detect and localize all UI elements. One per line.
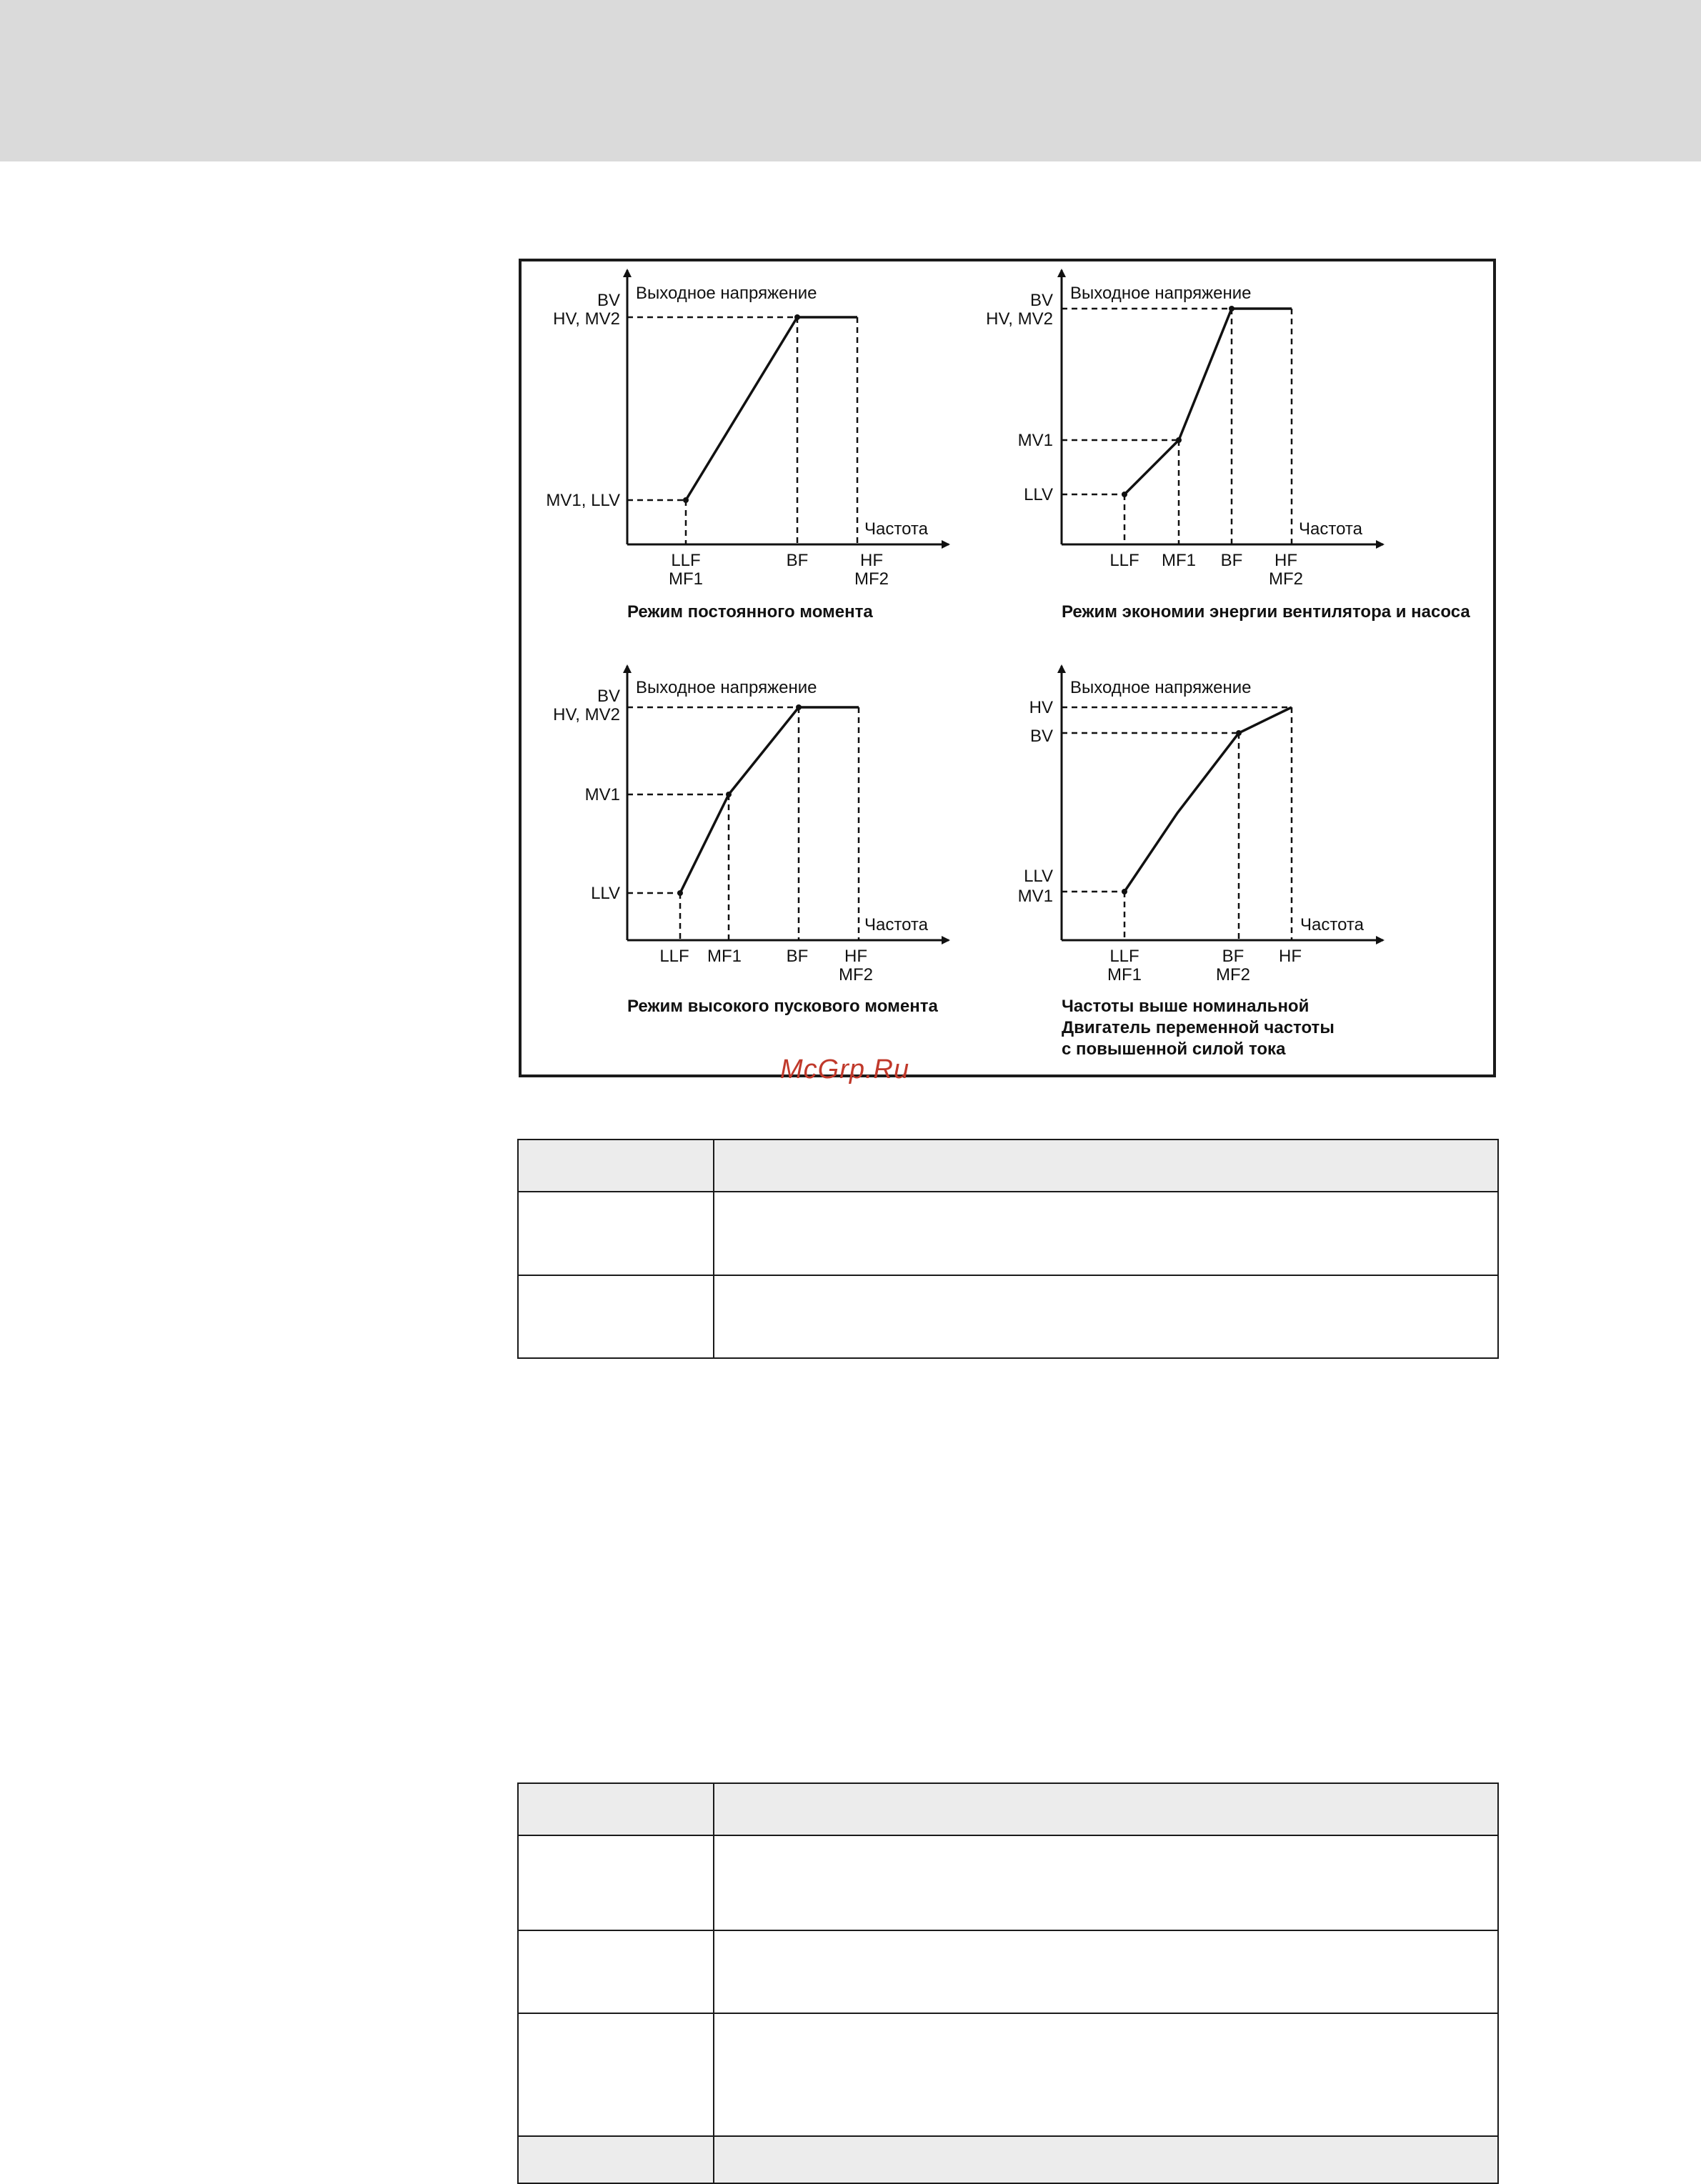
x-axis-label: Частота	[864, 519, 928, 539]
y-tick: BV	[597, 687, 620, 706]
table-cell	[518, 1140, 714, 1192]
table-cell	[714, 2013, 1498, 2136]
x-tick: HF	[1274, 551, 1297, 570]
x-tick: HF	[844, 947, 867, 966]
x-tick: MF1	[1107, 965, 1142, 984]
y-tick: LLV	[1024, 867, 1053, 886]
y-tick: BV	[1029, 727, 1053, 746]
table-row	[518, 1275, 1498, 1358]
y-tick: LLV	[591, 884, 620, 903]
table-header-row	[518, 1783, 1498, 1835]
x-tick: MF2	[839, 965, 873, 984]
y-tick: MV1	[1017, 887, 1053, 906]
x-tick: LLF	[671, 551, 701, 570]
x-tick: MF2	[854, 569, 889, 589]
table-cell	[518, 1192, 714, 1275]
x-tick: BF	[786, 947, 809, 966]
panel-constant-torque	[546, 270, 949, 622]
y-axis-label: Выходное напряжение	[1070, 678, 1252, 697]
table-1	[517, 1139, 1499, 1359]
watermark-text: McGrp.Ru	[780, 1054, 910, 1084]
y-tick: MV1	[584, 785, 620, 804]
panel-above-rated	[1018, 666, 1383, 1059]
y-tick: LLV	[1024, 485, 1053, 504]
table-cell	[714, 1835, 1498, 1930]
y-axis-label: Выходное напряжение	[636, 678, 817, 697]
y-axis-label: Выходное напряжение	[1070, 284, 1252, 303]
x-tick: LLF	[1109, 947, 1139, 966]
table-cell	[518, 2013, 714, 2136]
table-cell	[714, 1140, 1498, 1192]
x-axis-label: Частота	[1299, 519, 1362, 539]
y-tick: HV, MV2	[553, 705, 620, 724]
x-tick: MF2	[1269, 569, 1303, 589]
table-2	[517, 1782, 1499, 2184]
x-tick: BF	[1220, 551, 1243, 570]
panel-caption: Частоты выше номинальной	[1062, 997, 1310, 1016]
table-cell	[518, 1783, 714, 1835]
x-tick: MF2	[1216, 965, 1250, 984]
y-tick: HV, MV2	[553, 309, 620, 329]
table-header-row	[518, 1140, 1498, 1192]
table-cell	[714, 1192, 1498, 1275]
y-tick: MV1	[1017, 431, 1053, 450]
vf-curves-svg	[522, 261, 1493, 1074]
x-tick: BF	[786, 551, 809, 570]
panel-caption: Режим высокого пускового момента	[627, 997, 938, 1016]
table-cell	[714, 2136, 1498, 2183]
table-cell	[518, 1930, 714, 2013]
x-tick: MF1	[1162, 551, 1196, 570]
panel-caption: с повышенной силой тока	[1062, 1039, 1286, 1059]
x-tick: MF1	[707, 947, 742, 966]
x-tick: LLF	[659, 947, 689, 966]
y-axis-label: Выходное напряжение	[636, 284, 817, 303]
table-row	[518, 1192, 1498, 1275]
x-tick: LLF	[1109, 551, 1139, 570]
table-cell	[714, 1783, 1498, 1835]
vf-curve	[1124, 707, 1292, 892]
panel-fan-pump	[986, 270, 1470, 622]
y-tick: HV	[1029, 698, 1053, 717]
table-cell	[714, 1275, 1498, 1358]
x-tick: BF	[1222, 947, 1244, 966]
vf-curve	[1124, 309, 1292, 494]
page-header-band	[0, 0, 1701, 161]
table-cell	[518, 1275, 714, 1358]
y-tick: HV, MV2	[986, 309, 1053, 329]
x-tick: HF	[860, 551, 883, 570]
vf-curve	[680, 707, 859, 893]
table-cell	[518, 1835, 714, 1930]
table-cell	[714, 1930, 1498, 2013]
panel-caption: Режим постоянного момента	[627, 602, 873, 622]
table-cell	[518, 2136, 714, 2183]
panel-caption: Режим экономии энергии вентилятора и насоса	[1062, 602, 1470, 622]
table-row	[518, 2013, 1498, 2136]
vf-curve	[686, 317, 857, 500]
x-tick: MF1	[669, 569, 703, 589]
y-tick: BV	[597, 291, 620, 310]
table-row	[518, 2136, 1498, 2183]
x-tick: HF	[1279, 947, 1302, 966]
y-tick: BV	[1029, 291, 1053, 310]
x-axis-label: Частота	[864, 915, 928, 934]
vf-curve-figure	[519, 259, 1496, 1077]
x-axis-label: Частота	[1300, 915, 1364, 934]
panel-caption: Двигатель переменной частоты	[1062, 1018, 1335, 1037]
panel-high-start-torque	[553, 666, 949, 1016]
table-row	[518, 1930, 1498, 2013]
y-tick: MV1, LLV	[546, 491, 620, 510]
table-row	[518, 1835, 1498, 1930]
